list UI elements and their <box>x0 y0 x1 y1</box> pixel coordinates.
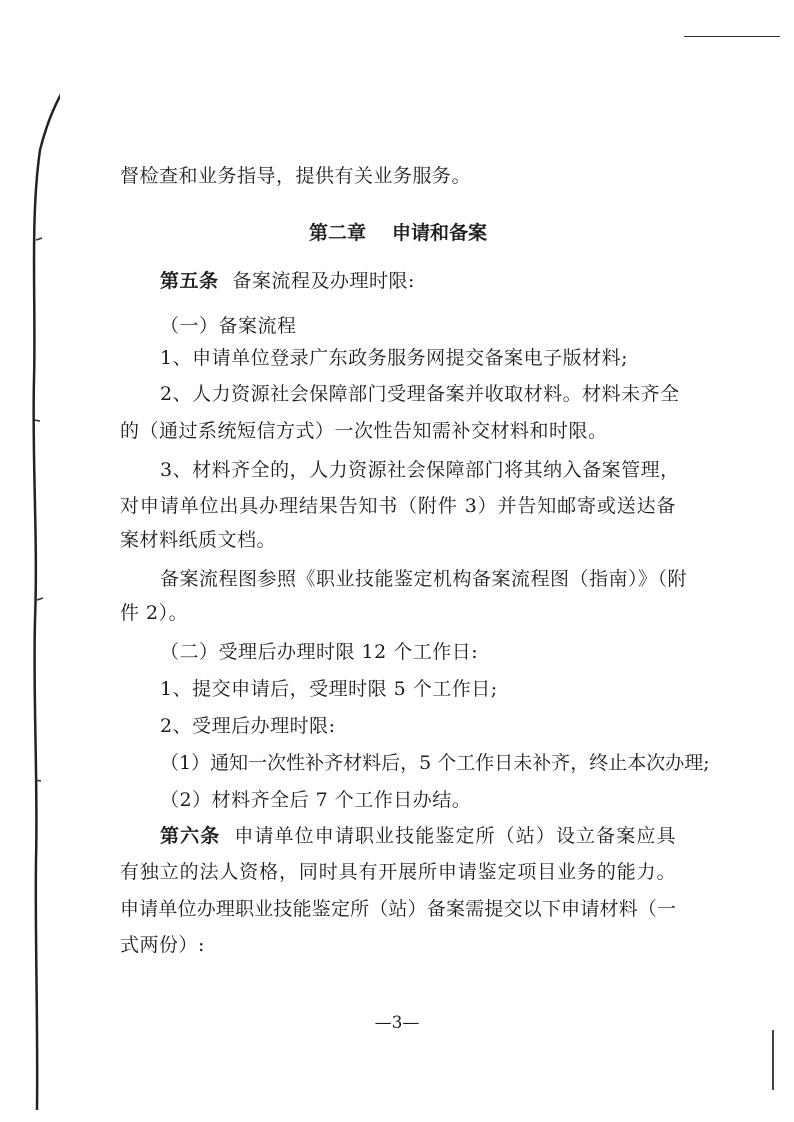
text-line-6: 的（通过系统短信方式）一次性告知需补交材料和时限。 <box>120 420 608 442</box>
page-number: —3— <box>374 1013 420 1033</box>
text-line-8: 对申请单位出具办理结果告知书（附件 3）并告知邮寄或送达备 <box>120 495 676 517</box>
chapter-title: 申请和备案 <box>392 222 488 244</box>
article-5 <box>160 268 676 294</box>
text-line-11: 件 2）。 <box>120 602 189 624</box>
article-5-label: 第五条 <box>160 270 219 292</box>
text-line-1: 督检查和业务指导，提供有关业务服务。 <box>120 165 472 187</box>
text-line-4: 1、申请单位登录广东政务服务网提交备案电子版材料; <box>160 347 628 369</box>
text-line-12: （二）受理后办理时限 12 个工作日: <box>160 641 479 663</box>
chapter-heading <box>120 220 676 246</box>
right-edge-rule <box>772 1030 774 1090</box>
top-edge-rule <box>684 36 780 37</box>
scan-edge-shadow <box>0 0 60 1122</box>
text-line-3: （一）备案流程 <box>160 315 297 337</box>
article-6-label: 第六条 <box>160 825 221 847</box>
chapter-number: 第二章 <box>308 222 366 244</box>
text-line-19: 申请单位办理职业技能鉴定所（站）备案需提交以下申请材料（一 <box>120 898 676 920</box>
text-line-18: 有独立的法人资格，同时具有开展所申请鉴定项目业务的能力。 <box>120 861 676 883</box>
text-line-5: 2、人力资源社会保障部门受理备案并收取材料。材料未齐全 <box>160 383 680 405</box>
text-line-13: 1、提交申请后，受理时限 5 个工作日; <box>160 678 498 700</box>
article-5-text: 备案流程及办理时限: <box>232 270 415 292</box>
text-line-9: 案材料纸质文档。 <box>120 529 277 551</box>
text-line-14: 2、受理后办理时限: <box>160 715 336 737</box>
text-line-10: 备案流程图参照《职业技能鉴定机构备案流程图（指南）》（附 <box>160 568 688 590</box>
article-6-text: 申请单位申请职业技能鉴定所（站）设立备案应具 <box>234 825 676 847</box>
text-line-7: 3、材料齐全的，人力资源社会保障部门将其纳入备案管理， <box>160 459 680 481</box>
text-line-16: （2）材料齐全后 7 个工作日办结。 <box>160 789 472 811</box>
text-line-15: （1）通知一次性补齐材料后，5 个工作日未补齐，终止本次办理; <box>160 752 710 774</box>
text-line-20: 式两份）: <box>120 934 205 956</box>
article-6 <box>160 823 676 849</box>
